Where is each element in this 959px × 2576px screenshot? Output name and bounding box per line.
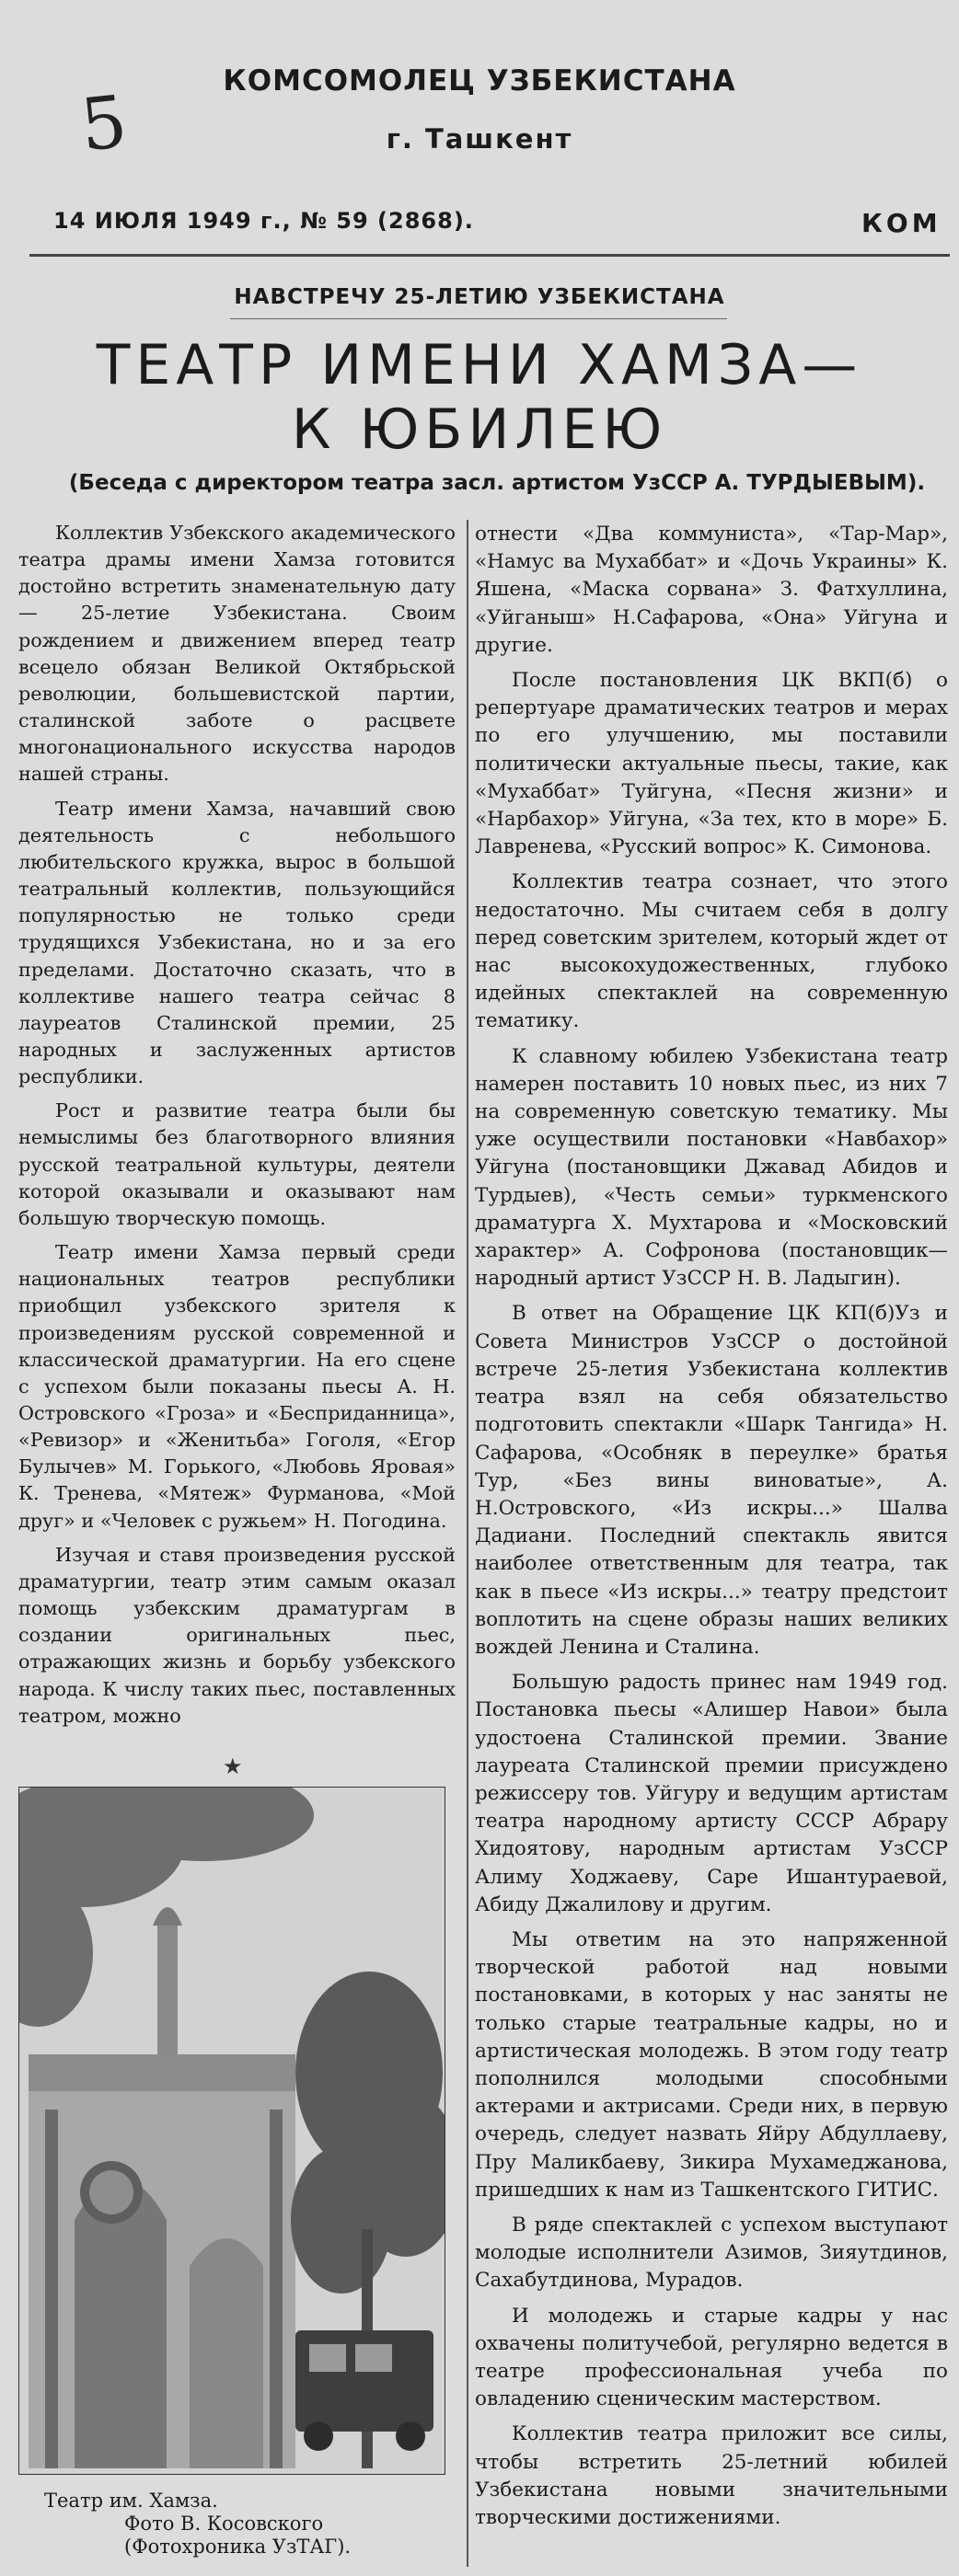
star-ornament: ★ [223,1754,243,1779]
caption-photographer: Фото В. Косовского [124,2513,324,2535]
paragraph: И молодежь и старые кадры у нас охвачены политучебой, регулярно ведется в театре профессиональная учеба по овладению сценическим мастерством. [475,2304,948,2411]
paragraph: Большую радость принес нам 1949 год. Постановка пьесы «Алишер Навои» была удостоена Сталинской премии. Звание лауреата Сталинской премии присуждено режиссеру тов. Уйгуру и ведущим артистам театра народному артисту СССР Абрару Хидоятову, народным артистам УзССР Алиму Ходжаеву, Саре Ишантураевой, Абиду Джалилову и другим. [475,1671,948,1916]
right-column [475,521,948,2539]
theatre-building-illustration [19,1788,445,2474]
paragraph: Изучая и ставя произведения русской драматургии, театр этим самым оказал помощь узбекским драматургам в создании оригинальных пьес, отражающих жизнь и борьбу узбекского народа. К числу таких пьес, поставленных театром, можно [18,1543,456,1727]
paragraph: Рост и развитие театра были бы немыслимы без благотворного влияния русской театральной культуры, деятели которой оказывали и оказывают нам большую творческую помощь. [18,1099,456,1229]
photo-caption [18,2490,456,2559]
newspaper-name: КОМСОМОЛЕЦ УЗБЕКИСТАНА [223,64,736,98]
edge-label: КОМ [861,208,942,238]
paragraph: В ответ на Обращение ЦК КП(б)Уз и Совета Министров УзССР о достойной встрече 25-летия Узбекистана коллектив театра взял на себя обязательство подготовить спектакли «Шарк Тангида» Н. Сафарова, «Особняк в переулке» братья Тур, «Без вины виноватые», А. Н.Островского, «Из искры...» Шалва Дадиани. Последний спектакль явится наиболее ответственным для театра, так как в пьесе «Из искры...» театру предстоит воплотить на сцене образы наших великих вождей Ленина и Сталина. [475,1302,948,1659]
paragraph: После постановления ЦК ВКП(б) о репертуаре драматических театров и мерах по его улучшению, мы поставили политически актуальные пьесы, такие, как «Мухаббат» Туйгуна, «Песня жизни» и «Нарбахор» Уйгуна, «За тех, кто в море» Б. Лавренева, «Русский вопрос» К. Симонова. [475,669,948,859]
paragraph: Коллектив театра приложит все силы, чтобы встретить 25-летний юбилей Узбекистана новыми значительными творческими достижениями. [475,2422,948,2530]
caption-source: (Фотохроника УзТАГ). [124,2536,352,2558]
rubric-underline [230,318,727,319]
article-subtitle: (Беседа с директором театра засл. артистом УзССР А. ТУРДЫЕВЫМ). [68,471,926,495]
paragraph: отнести «Два коммуниста», «Тар-Мар», «Намус ва Мухаббат» и «Дочь Украины» К. Яшена, «Маска сорвана» З. Фатхуллина, «Уйганыш» Н.Сафарова, «Она» Уйгуна и другие. [475,523,948,657]
article-title-line2: К ЮБИЛЕЮ [291,397,668,462]
header-divider [29,254,950,257]
paragraph: В ряде спектаклей с успехом выступают молодые исполнители Азимов, Зияутдинов, Сахабутдинова, Мурадов. [475,2213,948,2293]
issue-date: 14 ИЮЛЯ 1949 г., № 59 (2868). [53,208,474,234]
paragraph: Коллектив Узбекского академического театра драмы имени Хамза готовится достойно встретить знаменательную дату— 25-летие Узбекистана. Своим рождением и движением вперед театр всецело обязан Великой Октябрьской революции, большевистской партии, сталинской заботе о расцвете многонационального искусства народов нашей страны. [18,522,456,786]
article-rubric: НАВСТРЕЧУ 25-ЛЕТИЮ УЗБЕКИСТАНА [234,285,725,309]
caption-title: Театр им. Хамза. [44,2490,218,2512]
left-column [18,520,456,1737]
article-title-line1: ТЕАТР ИМЕНИ ХАМЗА— [96,333,863,397]
paragraph: Театр имени Хамза первый среди национальных театров республики приобщил узбекского зрителя к произведениям русской современной и классической драматургии. На его сцене с успехом были показаны пьесы А. Н. Островского «Гроза» и «Бесприданница», «Ревизор» и «Женитьба» Гоголя, «Егор Булычев» М. Горького, «Любовь Яровая» К. Тренева, «Мятеж» Фурманова, «Мой друг» и «Человек с ружьем» Н. Погодина. [18,1241,456,1532]
paragraph: Театр имени Хамза, начавший свою деятельность с небольшого любительского кружка, вырос в большой театральный коллектив, пользующийся популярностью не только среди трудящихся Узбекистана, но и за его пределами. Достаточно сказать, что в коллективе нашего театра сейчас 8 лауреатов Сталинской премии, 25 народных и заслуженных артистов республики. [18,797,456,1088]
paragraph: К славному юбилею Узбекистана театр намерен поставить 10 новых пьес, из них 7 на современную советскую тематику. Мы уже осуществили постановки «Навбахор» Уйгуна (постановщики Джавад Абидов и Турдыев), «Честь семьи» туркменского драматурга Х. Мухтарова и «Московский характер» А. Софронова (постановщик— народный артист УзССР Н. В. Ладыгин). [475,1044,948,1291]
column-divider [467,520,468,2567]
theatre-photo [18,1787,445,2475]
paragraph: Коллектив театра сознает, что этого недостаточно. Мы считаем себя в долгу перед советским зрителем, который ждет от нас высокохудожественных, глубоко идейных спектаклей на современную тематику. [475,870,948,1033]
handwritten-page-number: 5 [76,80,132,168]
newspaper-city: г. Ташкент [386,123,573,155]
paragraph: Мы ответим на это напряженной творческой работой над новыми постановками, в которых у нас заняты не только старые театральные кадры, но и артистическая молодежь. В этом году театр пополнился молодыми способными актерами и актрисами. Среди них, в первую очередь, следует назвать Яйру Абдуллаеву, Пру Маликбаеву, Зикира Мухамеджанова, пришедших к нам из Ташкентского ГИТИС. [475,1927,948,2202]
